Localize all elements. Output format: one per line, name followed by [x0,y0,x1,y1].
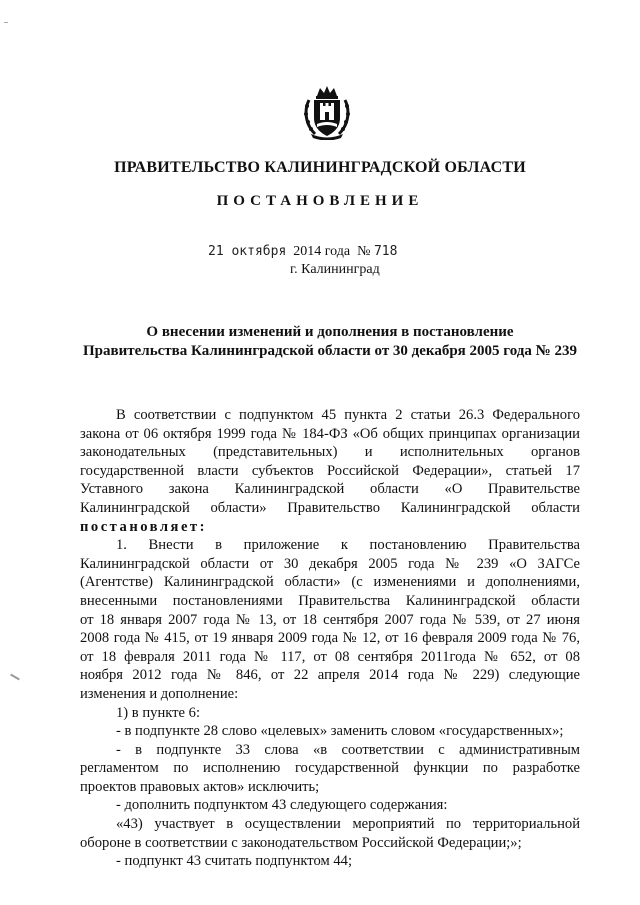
handwritten-date: 21 октября [208,244,287,259]
text-line: закона от 06 октября 1999 года № 184-ФЗ «Об общих принципах организации [80,425,580,442]
text-line: В соответствии с подпунктом 45 пункта 2 статьи 26.3 Федерального [116,407,580,423]
text-line: ноября 2012 года № 846, от 22 апреля 2014 года № 229) следующие [80,667,580,684]
text-line: внесенными постановлениями Правительства Калининградской области [80,592,580,609]
government-title: ПРАВИТЕЛЬСТВО КАЛИНИНГРАДСКОЙ ОБЛАСТИ [114,159,526,176]
dash-item: - дополнить подпунктом 43 следующего содержания: [116,797,448,814]
text-line: проектов правовых актов» исключить; [80,778,320,795]
dash-item: - подпункт 43 считать подпунктом 44; [116,853,353,870]
text-line: Уставного закона Калининградской области «О Правительстве [80,481,580,498]
text-line: 2008 года № 415, от 19 января 2009 года № 12, от 16 февраля 2009 года № 76, [80,630,580,647]
text-line: обороне в соответствии с законодательством Российской Федерации;»; [80,834,522,851]
document-subject [60,323,600,361]
sub-item: 1) в пункте 6: [116,704,201,721]
scan-mark [10,674,20,681]
text-line: 1. Внести в приложение к постановлению Правительства [116,537,580,554]
subject-line: О внесении изменений и дополнения в постановление [146,324,514,340]
text-line: от 18 января 2007 года № 13, от 18 сентября 2007 года № 539, от 27 июня [80,611,580,628]
text-line: «43) участвует в осуществлении мероприятий по территориальной [116,816,580,833]
text-line: Калининградской области от 30 декабря 2005 года № 239 «О ЗАГСе [80,555,580,572]
subject-line: Правительства Калининградской области от 30 декабря 2005 года № 239 [83,343,577,359]
text-line: (Агентстве) Калининградской области» (с изменениями и дополнениями, [80,574,580,591]
decree-word: постановляет: [80,518,207,535]
dash-item: - в подпункте 28 слово «целевых» заменить словом «государственных»; [116,723,564,740]
document-type: ПОСТАНОВЛЕНИЕ [216,193,424,209]
text-line: - в подпункте 33 слова «в соответствии с административным [116,741,580,758]
text-line: Калининградской области» Правительство Калининградской области [80,499,580,516]
handwritten-number: 718 [373,244,398,259]
text-line: от 18 февраля 2011 года № 117, от 08 сентября 2011года № 652, от 08 [80,648,580,665]
text-line: изменения и дополнение: [80,685,239,702]
city: г. Калининград [290,262,380,277]
number-sign: № [357,244,371,259]
date-number-line [208,244,397,260]
text-line: государственной власти субъектов Российской Федерации», статьей 17 [80,462,580,479]
text-line: регламентом по исполнению государственной функции по разработке [80,760,580,777]
text-line: законодательных (представительных) и исполнительных органов [80,444,580,461]
document-body [80,406,580,871]
date-year: 2014 года [293,244,351,259]
coat-of-arms-icon [301,84,353,140]
scan-mark [4,22,8,23]
